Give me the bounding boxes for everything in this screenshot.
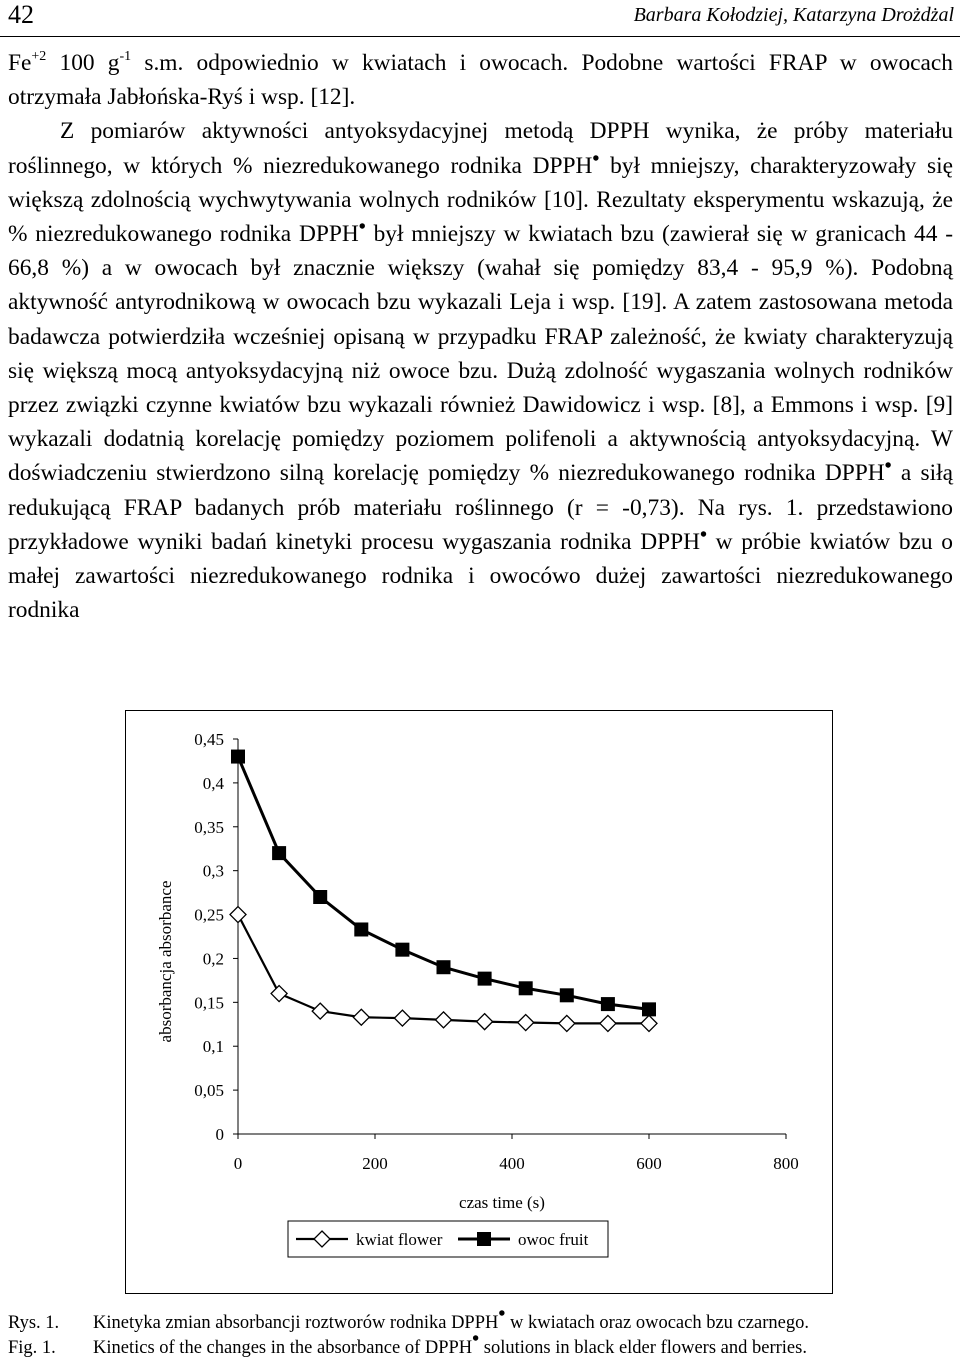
p1-text-c: s.m. odpowiednio w kwiatach i owocach. Podobne wartości FRAP w owocach otrzymała Jabłońska-Ryś i wsp. [12]. <box>8 50 953 111</box>
data-point-fruit <box>642 1002 656 1016</box>
legend-label-flower: kwiat flower <box>356 1230 443 1249</box>
y-tick-label: 0,1 <box>202 1037 224 1057</box>
data-point-legend-fruit <box>477 1232 491 1246</box>
y-tick-label: 0,4 <box>202 773 224 793</box>
data-point-fruit <box>231 750 245 764</box>
x-tick-label: 600 <box>636 1154 662 1173</box>
paragraph-2 <box>8 114 953 627</box>
figure-caption-en <box>8 1328 807 1359</box>
p2-text-5: w próbie kwiatów bzu o małej zawartości niezredukowanego rodnika i owocówo dużej zawartości niezredukowanego rodnika <box>8 528 953 624</box>
p2-text-2: był mniejszy, charakteryzowały się większą zdolnością wychwytywania wolnych rodników [10]. Rezultaty eksperymentu wskazują, że % niezredukowanego rodnika DPPH <box>8 152 953 248</box>
y-tick-label: 0,25 <box>194 905 224 925</box>
data-point-flower <box>641 1015 657 1031</box>
y-tick-label: 0,45 <box>194 730 224 749</box>
data-point-flower <box>312 1003 328 1019</box>
p1-text-a: Fe <box>8 50 32 76</box>
radical-dot: • <box>592 147 600 170</box>
caption-text-en-b: solutions in black elder flowers and berries. <box>479 1338 807 1358</box>
data-point-fruit <box>560 988 574 1002</box>
x-tick-label: 400 <box>499 1154 525 1173</box>
x-tick-label: 200 <box>362 1154 388 1173</box>
data-point-fruit <box>354 922 368 936</box>
absorbance-kinetics-chart <box>126 711 832 1293</box>
caption-label-pl: Rys. 1. <box>8 1313 60 1333</box>
x-tick-label: 800 <box>773 1154 799 1173</box>
chart-frame <box>125 710 833 1294</box>
p2-text-4: a siłą redukującą FRAP badanych prób materiału roślinnego (r = -0,73). Na rys. 1. przedstawiono przykładowe wyniki badań kinetyki procesu wygaszania rodnika DPPH <box>8 460 953 555</box>
body-text <box>8 46 953 627</box>
data-point-fruit <box>478 972 492 986</box>
data-point-fruit <box>313 890 327 904</box>
y-tick-label: 0,2 <box>202 949 224 969</box>
data-point-flower <box>600 1015 616 1031</box>
radical-dot: • <box>700 523 708 546</box>
y-tick-label: 0,35 <box>194 817 224 837</box>
radical-dot: • <box>498 1303 506 1325</box>
data-point-fruit <box>395 943 409 957</box>
page-header <box>0 0 960 37</box>
data-point-flower <box>518 1015 534 1031</box>
caption-label-en: Fig. 1. <box>8 1338 56 1358</box>
radical-dot: • <box>884 455 892 478</box>
caption-text-en-a: Kinetics of the changes in the absorbance of DPPH <box>93 1338 473 1358</box>
legend-label-fruit: owoc fruit <box>518 1230 589 1249</box>
page-number: 42 <box>8 0 34 29</box>
data-point-flower <box>394 1010 410 1026</box>
data-point-flower <box>230 907 246 923</box>
data-point-flower <box>353 1009 369 1025</box>
data-point-flower <box>559 1015 575 1031</box>
figure-caption-pl <box>8 1303 809 1334</box>
paragraph-1 <box>8 46 953 114</box>
p2-text-3: był mniejszy w kwiatach bzu (zawierał się w granicach 44 - 66,8 %) a w owocach był znacznie większy (wahał się pomiędzy 83,4 - 95,9 %). Podobną aktywność antyrodnikową w owocach bzu wykazali Leja i wsp. [19]. A zatem zastosowana metoda badawcza potwierdziła wcześniej opisaną w przypadku FRAP zależność, że kwiaty charakteryzują się większą mocą antyoksydacyjną niż owoce bzu. Dużą zdolność wygaszania wolnych rodników przez związki czynne kwiatów bzu wykazali również Dawidowicz i wsp. [8], a Emmons i wsp. [9] wykazali dodatnią korelację pomiędzy poziomem polifenoli a aktywnością antyoksydacyjną. W doświadczeniu stwierdzono silną korelację pomiędzy % niezredukowanego rodnika DPPH <box>8 221 953 487</box>
caption-text-pl-b: w kwiatach oraz owocach bzu czarnego. <box>505 1313 809 1333</box>
p1-text-b: 100 g <box>46 50 120 76</box>
superscript-exponent: -1 <box>119 49 132 64</box>
radical-dot: • <box>358 216 366 239</box>
superscript-charge: +2 <box>31 49 47 64</box>
x-tick-label: 0 <box>233 1154 243 1173</box>
data-point-fruit <box>272 846 286 860</box>
data-point-fruit <box>519 981 533 995</box>
data-point-fruit <box>601 997 615 1011</box>
y-tick-label: 0,3 <box>202 861 224 881</box>
y-tick-label: 0,15 <box>194 993 224 1013</box>
data-point-flower <box>271 986 287 1002</box>
running-head-authors: Barbara Kołodziej, Katarzyna Drożdżal <box>633 4 954 26</box>
radical-dot: • <box>472 1328 480 1350</box>
data-point-fruit <box>437 960 451 974</box>
data-point-flower <box>436 1012 452 1028</box>
y-tick-label: 0 <box>215 1125 224 1144</box>
caption-text-pl-a: Kinetyka zmian absorbancji roztworów rodnika DPPH <box>93 1313 499 1333</box>
data-point-flower <box>477 1014 493 1030</box>
x-axis-title: czas time (s) <box>459 1193 545 1212</box>
y-tick-label: 0,05 <box>194 1081 224 1101</box>
y-axis-title: absorbancja absorbance <box>156 880 175 1043</box>
p2-text-1: Z pomiarów aktywności antyoksydacyjnej metodą DPPH wynika, że próby materiału roślinnego, w których % niezredukowanego rodnika DPPH <box>8 118 953 179</box>
